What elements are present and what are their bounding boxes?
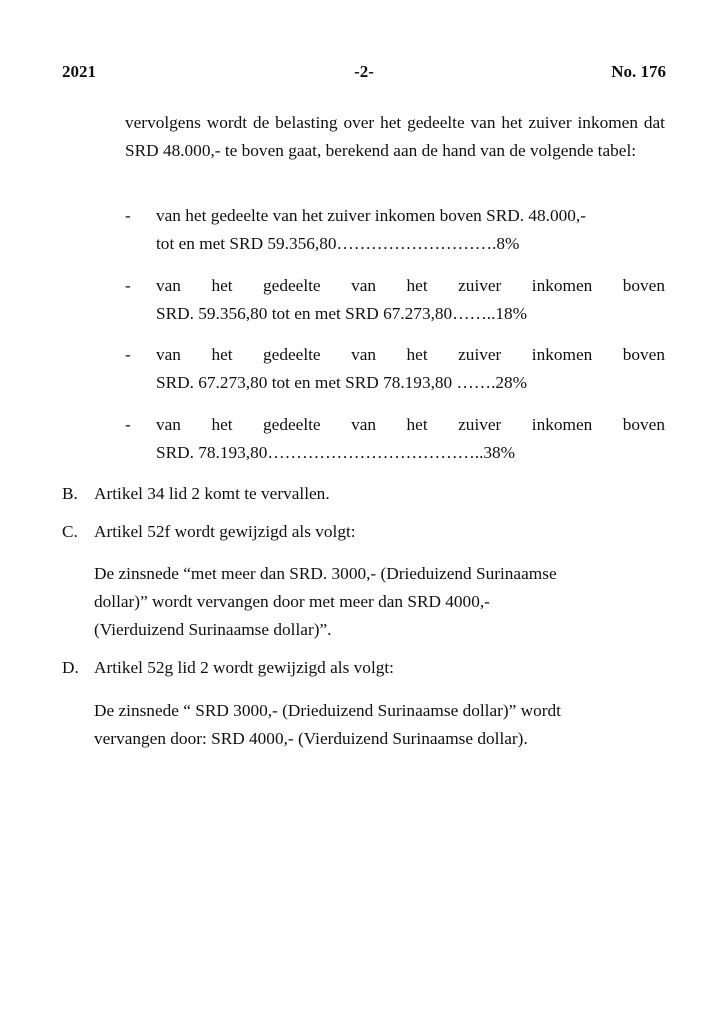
- bracket-line: SRD. 78.193,80………………………………..38%: [156, 443, 516, 462]
- header-page-number: -2-: [354, 62, 374, 81]
- bracket-line: tot en met SRD 59.356,80……………………….8%: [156, 234, 520, 253]
- paragraph-line: De zinsnede “met meer dan SRD. 3000,- (Drieduizend Surinaamse: [94, 564, 557, 583]
- item-text: Artikel 52g lid 2 wordt gewijzigd als volgt:: [94, 658, 394, 677]
- bullet-dash: -: [125, 276, 131, 295]
- bullet-dash: -: [125, 345, 131, 364]
- amendment-d-paragraph: [94, 697, 654, 753]
- tax-bracket-item: [125, 272, 665, 328]
- paragraph-line: vervangen door: SRD 4000,- (Vierduizend Surinaamse dollar).: [94, 729, 528, 748]
- tax-bracket-item: [125, 341, 665, 397]
- bullet-dash: -: [125, 415, 131, 434]
- header-year: 2021: [62, 62, 96, 81]
- item-text: Artikel 34 lid 2 komt te vervallen.: [94, 484, 330, 503]
- bracket-line: van het gedeelte van het zuiver inkomen boven: [156, 276, 665, 295]
- bullet-dash: -: [125, 206, 131, 225]
- amendment-c-paragraph: [94, 560, 654, 644]
- tax-bracket-item: [125, 202, 665, 258]
- bracket-line: SRD. 59.356,80 tot en met SRD 67.273,80……..18%: [156, 304, 528, 323]
- bracket-line: van het gedeelte van het zuiver inkomen boven SRD. 48.000,-: [156, 206, 586, 225]
- intro-paragraph: vervolgens wordt de belasting over het gedeelte van het zuiver inkomen dat SRD 48.000,- te boven gaat, berekend aan de hand van de volgende tabel:: [125, 113, 665, 160]
- paragraph-line: (Vierduizend Surinaamse dollar)”.: [94, 620, 332, 639]
- item-label: D.: [62, 658, 79, 677]
- item-text: Artikel 52f wordt gewijzigd als volgt:: [94, 522, 356, 541]
- page-header: [62, 62, 666, 86]
- header-publication-number: No. 176: [611, 62, 666, 81]
- bracket-line: SRD. 67.273,80 tot en met SRD 78.193,80 …….28%: [156, 373, 528, 392]
- paragraph-line: De zinsnede “ SRD 3000,- (Drieduizend Surinaamse dollar)” wordt: [94, 701, 561, 720]
- paragraph-line: dollar)” wordt vervangen door met meer dan SRD 4000,-: [94, 592, 490, 611]
- item-label: B.: [62, 484, 78, 503]
- bracket-line: van het gedeelte van het zuiver inkomen boven: [156, 345, 665, 364]
- item-label: C.: [62, 522, 78, 541]
- bracket-line: van het gedeelte van het zuiver inkomen boven: [156, 415, 665, 434]
- tax-bracket-item: [125, 411, 665, 467]
